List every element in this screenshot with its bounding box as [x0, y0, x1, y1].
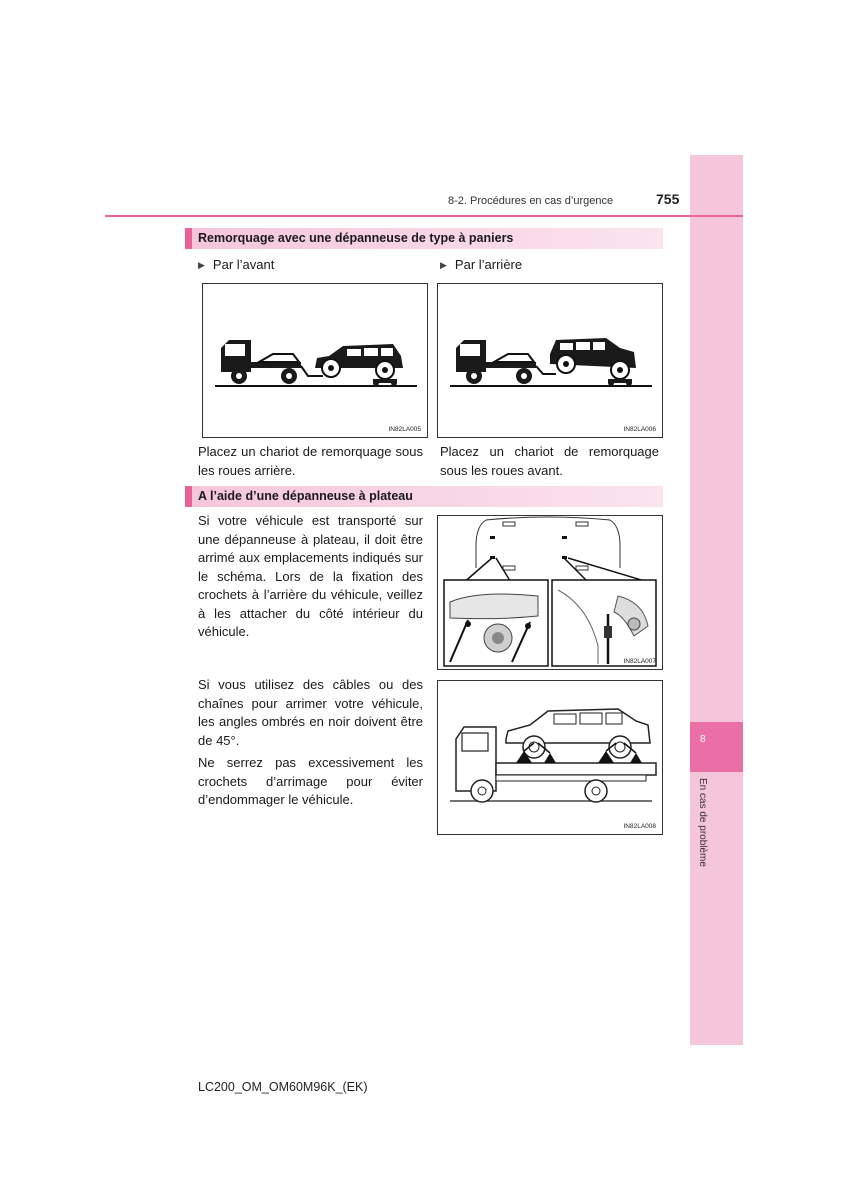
section-title: Remorquage avec une dépanneuse de type à paniers: [198, 231, 514, 245]
section-title-bar: [185, 228, 663, 249]
flatbed-paragraph-2: Si vous utilisez des câbles ou des chaînes pour arrimer votre véhicule, les angles ombrés en noir doivent être de 45°.: [198, 677, 423, 748]
section-title: A l’aide d’une dépanneuse à plateau: [198, 489, 413, 503]
triangle-bullet-icon: ▶: [198, 260, 205, 270]
flatbed-paragraph-3: Ne serrez pas excessivement les crochets d’arrimage pour éviter d’endommager le véhicule.: [198, 755, 423, 807]
figure-flatbed-truck: [437, 680, 663, 835]
chapter-tab[interactable]: [690, 722, 743, 772]
side-tab-top: [690, 155, 743, 217]
figure-tiedown-points: [437, 515, 663, 670]
chapter-title: En cas de problème: [697, 778, 708, 867]
triangle-bullet-icon: ▶: [440, 260, 447, 270]
rear-caption: Placez un chariot de remorquage sous les roues avant.: [440, 444, 659, 478]
figure-code: IN82LA006: [623, 426, 656, 433]
front-label: ▶ Par l’avant: [198, 257, 275, 272]
document-code: LC200_OM_OM60M96K_(EK): [198, 1080, 368, 1094]
figure-code: IN82LA005: [388, 426, 421, 433]
figure-code: IN82LA007: [623, 658, 656, 665]
front-caption: Placez un chariot de remorquage sous les roues arrière.: [198, 444, 423, 478]
figure-code: IN82LA008: [623, 823, 656, 830]
flatbed-truck-illustration: [438, 681, 662, 834]
chapter-number: 8: [700, 734, 706, 745]
page-number: 755: [656, 191, 680, 207]
flatbed-paragraph-1: Si votre véhicule est transporté sur une dépanneuse à plateau, il doit être arrimé aux emplacements indiqués sur le schéma. Lors de la fixation des crochets à l’arrière du véhicule, veillez à les attacher du côté intérieur du véhicule.: [198, 513, 423, 639]
tiedown-points-illustration: [438, 516, 662, 669]
rear-label: ▶ Par l’arrière: [440, 257, 523, 272]
side-tab: [690, 217, 743, 1045]
figure-rear-tow: [437, 283, 663, 438]
tow-truck-front-illustration: [203, 284, 427, 437]
header-rule: [105, 215, 743, 217]
figure-front-tow: [202, 283, 428, 438]
section-header: 8-2. Procédures en cas d’urgence: [448, 195, 614, 207]
tow-truck-rear-illustration: [438, 284, 662, 437]
section-title-bar: [185, 486, 663, 507]
